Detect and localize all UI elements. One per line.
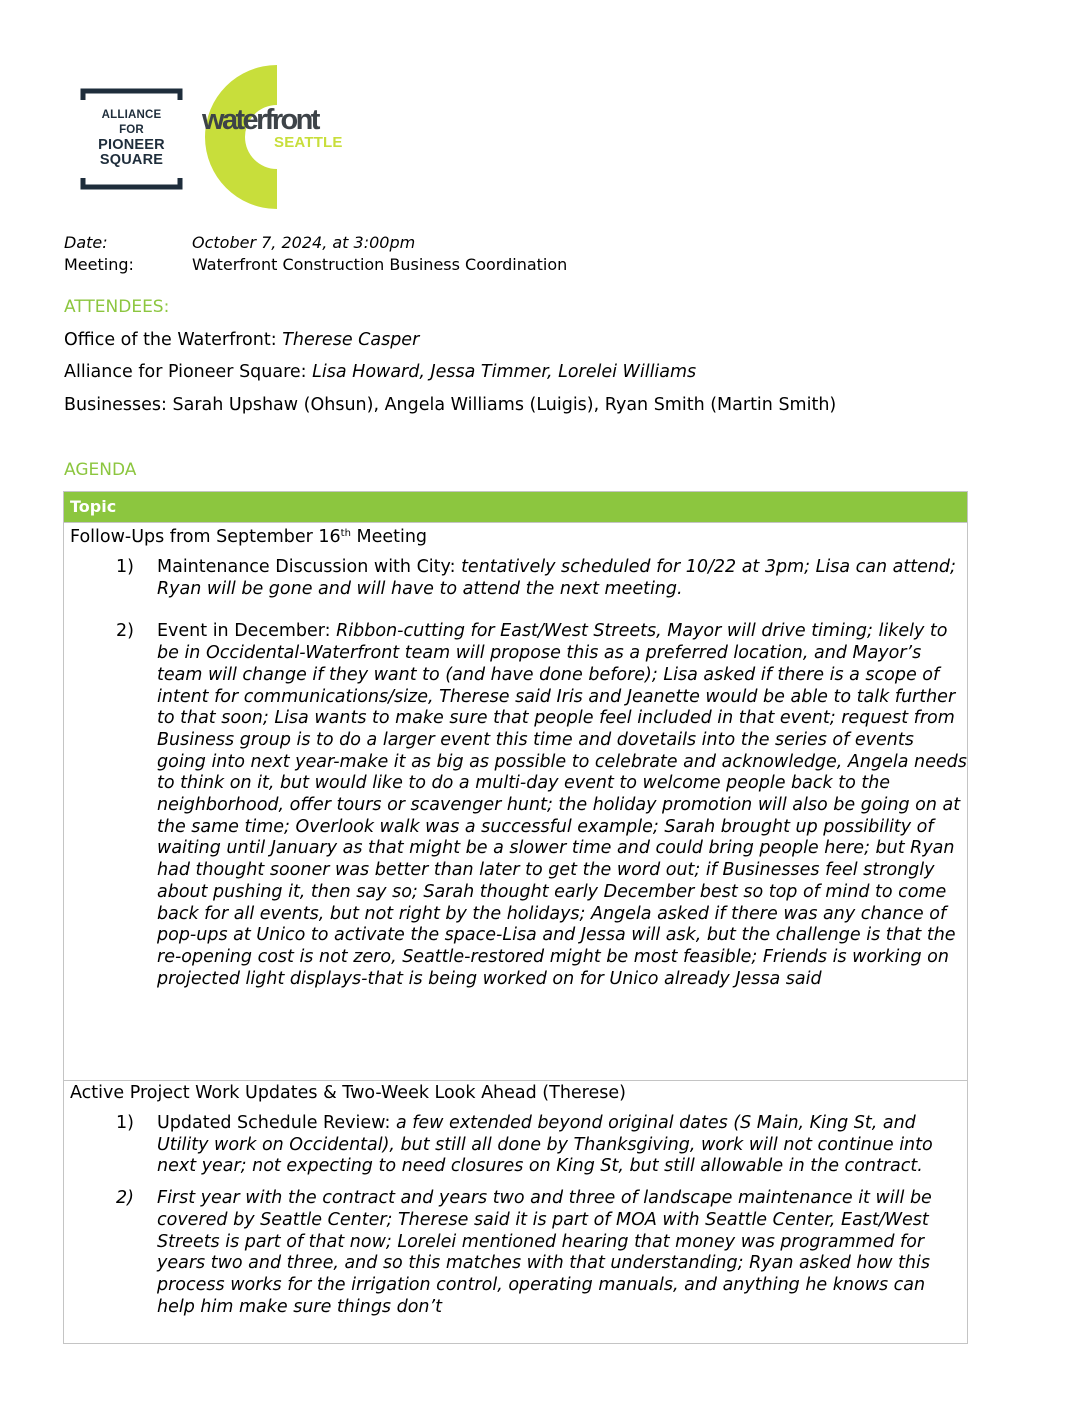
agenda-item xyxy=(70,557,967,600)
item-label: Event in December: xyxy=(157,621,337,642)
agenda-section-active-project xyxy=(64,1082,967,1318)
meeting-label: Meeting: xyxy=(64,255,134,274)
attendee-names: Lisa Howard, Jessa Timmer, Lorelei Williams xyxy=(312,362,697,382)
item-label: Updated Schedule Review: xyxy=(157,1113,396,1133)
agenda-table-header: Topic xyxy=(64,492,967,523)
agenda-item xyxy=(70,1113,967,1178)
agenda-table xyxy=(63,491,968,1344)
agenda-heading: AGENDA xyxy=(64,460,137,480)
alliance-logo-line4: SQUARE xyxy=(99,152,164,168)
section-title-text: Active Project Work Updates & Two-Week Look Ahead (Therese) xyxy=(70,1083,626,1103)
attendees-line-businesses xyxy=(64,394,836,416)
section-title xyxy=(70,1082,967,1104)
waterfront-logo-seattle: SEATTLE xyxy=(274,134,343,151)
attendee-group-label: Alliance for Pioneer Square: xyxy=(64,362,313,382)
agenda-item xyxy=(70,621,967,990)
date-value: October 7, 2024, at 3:00pm xyxy=(192,233,416,252)
item-text xyxy=(134,557,967,600)
alliance-for-pioneer-square-logo xyxy=(80,88,183,190)
item-text xyxy=(134,621,967,990)
item-notes: First year with the contract and years two and three of landscape maintenance it will be covered by Seattle Center; Therese said it is part of MOA with Seattle Center, East/West Streets is part of that now; Lorelei mentioned hearing that money was programmed for years two and three, and so this matches with that understanding; Ryan asked how this process works for the irrigation control, operating manuals, and anything he knows can help him make sure things don’t xyxy=(157,1188,932,1317)
agenda-item xyxy=(70,1188,967,1318)
item-number: 1) xyxy=(116,1113,134,1133)
attendees-heading: ATTENDEES: xyxy=(64,297,170,317)
section-title xyxy=(70,526,967,548)
item-number: 1) xyxy=(116,557,134,577)
section-divider xyxy=(64,1080,968,1081)
waterfront-seattle-logo xyxy=(197,63,357,211)
date-label: Date: xyxy=(64,233,108,252)
alliance-logo-line2: FOR xyxy=(119,124,144,136)
item-text xyxy=(134,1188,967,1318)
item-notes: Ribbon-cutting for East/West Streets, Mayor will drive timing; likely to be in Occidental-Waterfront team will propose this as a preferred location, and Mayor’s team will change if they want to (and have done before); Lisa asked if there is a scope of intent for communications/size, Therese said Iris and Jeanette would be able to talk further to that soon; Lisa wants to make sure that people feel included in that event; request from Business group is to do a larger event this time and dovetails into the series of events going into next year-make it as big as possible to celebrate and acknowledge, Angela needs to think on it, but would like to do a multi-day event to welcome people back to the neighborhood, offer tours or scavenger hunt; the holiday promotion will also be going on at the same time; Overlook walk was a successful example; Sarah brought up possibility of waiting until January as that might be a slower time and could bring people here; but Ryan had thought sooner was better than later to get the word out; if Businesses feel strongly about pushing it, then say so; Sarah thought early December best so top of mind to come back for all events, but not right by the holidays; Angela asked if there was any chance of pop-ups at Unico to activate the space-Lisa and Jessa will ask, but the challenge is that the re-opening cost is not zero, Seattle-restored might be most feasible; Friends is working on projected light displays-that is being worked on for Unico already Jessa said xyxy=(157,621,967,989)
attendee-group-label: Businesses: Sarah Upshaw (Ohsun), Angela Williams (Luigis), Ryan Smith (Martin Smith) xyxy=(64,395,837,415)
meeting-value: Waterfront Construction Business Coordination xyxy=(192,255,568,274)
alliance-logo-line3: PIONEER xyxy=(98,137,165,153)
section-title-text-post: Meeting xyxy=(350,527,428,547)
meeting-meta xyxy=(64,232,567,276)
attendee-names: Therese Casper xyxy=(282,330,420,350)
item-text xyxy=(134,1113,967,1178)
attendees-line-alliance xyxy=(64,361,696,383)
item-number: 2) xyxy=(116,621,134,642)
section-title-sup: th xyxy=(340,528,351,539)
attendee-group-label: Office of the Waterfront: xyxy=(64,330,283,350)
attendees-line-waterfront xyxy=(64,329,419,351)
agenda-section-followups xyxy=(64,526,967,1082)
waterfront-logo-word: waterfront xyxy=(202,104,318,136)
item-notes: tentatively scheduled for 10/22 at 3pm; Lisa can attend; Ryan will be gone and will have to attend the next meeting. xyxy=(157,557,956,599)
item-label: Maintenance Discussion with City: xyxy=(157,557,462,577)
item-notes: a few extended beyond original dates (S Main, King St, and Utility work on Occidental), but still all done by Thanksgiving, work will not continue into next year; not expecting to need closures on King St, but still allowable in the contract. xyxy=(157,1113,933,1177)
item-number: 2) xyxy=(116,1188,134,1209)
section-title-text: Follow-Ups from September 16 xyxy=(70,527,341,547)
alliance-logo-line1: ALLIANCE xyxy=(101,109,162,121)
